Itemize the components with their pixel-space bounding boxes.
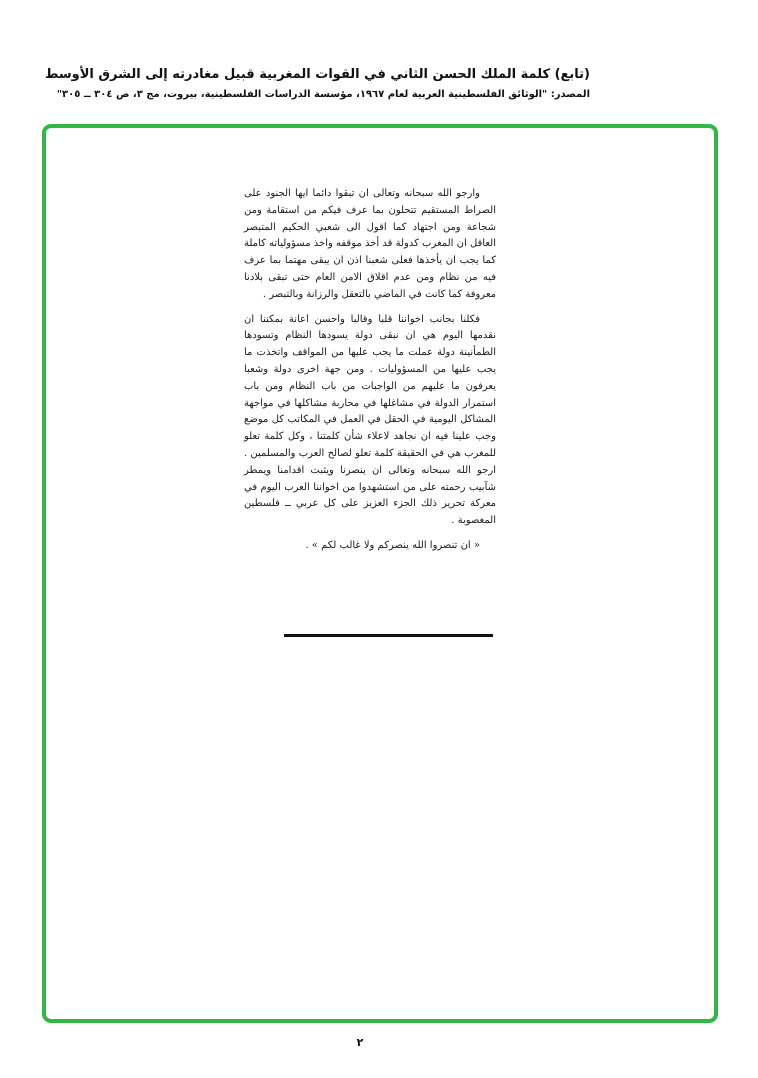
page-number: ٢ [356, 1036, 364, 1049]
source-citation: المصدر: "الوثائق الفلسطينية العربية لعام ١٩٦٧، مؤسسة الدراسات الفلسطينية، بيروت، مج ٣، ص ٣٠٤ ــ ٣٠٥" [56, 89, 590, 100]
paragraph-2: فكلنا بجانب اخواننا قلبا وقالبا واحسن اعانة بمكننا ان نقدمها اليوم هي ان نبقى دولة يسودها النظام وتسودها الطمأنينة دولة عملت ما يجب عليها من المواقف واتخذت ما يجب عليها من المسؤوليات . ومن جهة اخرى دولة وشعبا يعرفون ما عليهم من الواجبات من باب النظام ومن باب استمرار الدولة في مشاغلها في محاربة مشاكلها في مواجهة المشاكل اليومية في الحقل في العمل في المكاتب كل موضع وجب علينا فيه ان نجاهد لاعلاء شأن كلمتنا ، وكل كلمة تعلو للمغرب هي في الحقيقة كلمة تعلو لصالح العرب والمسلمين . ارجو الله سبحانه وتعالى ان ينصرنا ويثبت اقدامنا ويمطر شآبيب رحمته على من استشهدوا من اخواننا العرب اليوم في معركة تحرير ذلك الجزء العزيز على كل عربي ــ فلسطين المغصوبة . [244, 313, 496, 527]
end-rule [284, 634, 493, 637]
page-title: (تابع) كلمة الملك الحسن الثاني في القوات المغربية قبيل مغادرته إلى الشرق الأوسط [44, 67, 590, 82]
speech-text [244, 186, 496, 555]
paragraph-1: وارجو الله سبحانه وتعالى ان تبقوا دائما ايها الجنود على الصراط المستقيم تتحلون بما عرف فيكم من استقامة ومن شجاعة ومن اجتهاد كما اقول الى شعبي الحكيم المتبصر العاقل ان المغرب كدولة قد أخذ موقفه واخذ مسؤولياته كاملة كما يجب ان يأخذها فعلى شعبنا اذن ان يبقى مهتما بما عرف فيه من نظام ومن عدم اقلاق الامن العام حتى تبقى بلادنا معروفة كما كانت في الماضي بالتعقل والرزانة وبالتبصر . [244, 188, 496, 300]
paragraph-3-quote: « ان تنصروا الله ينصركم ولا غالب لكم » . [305, 539, 480, 551]
